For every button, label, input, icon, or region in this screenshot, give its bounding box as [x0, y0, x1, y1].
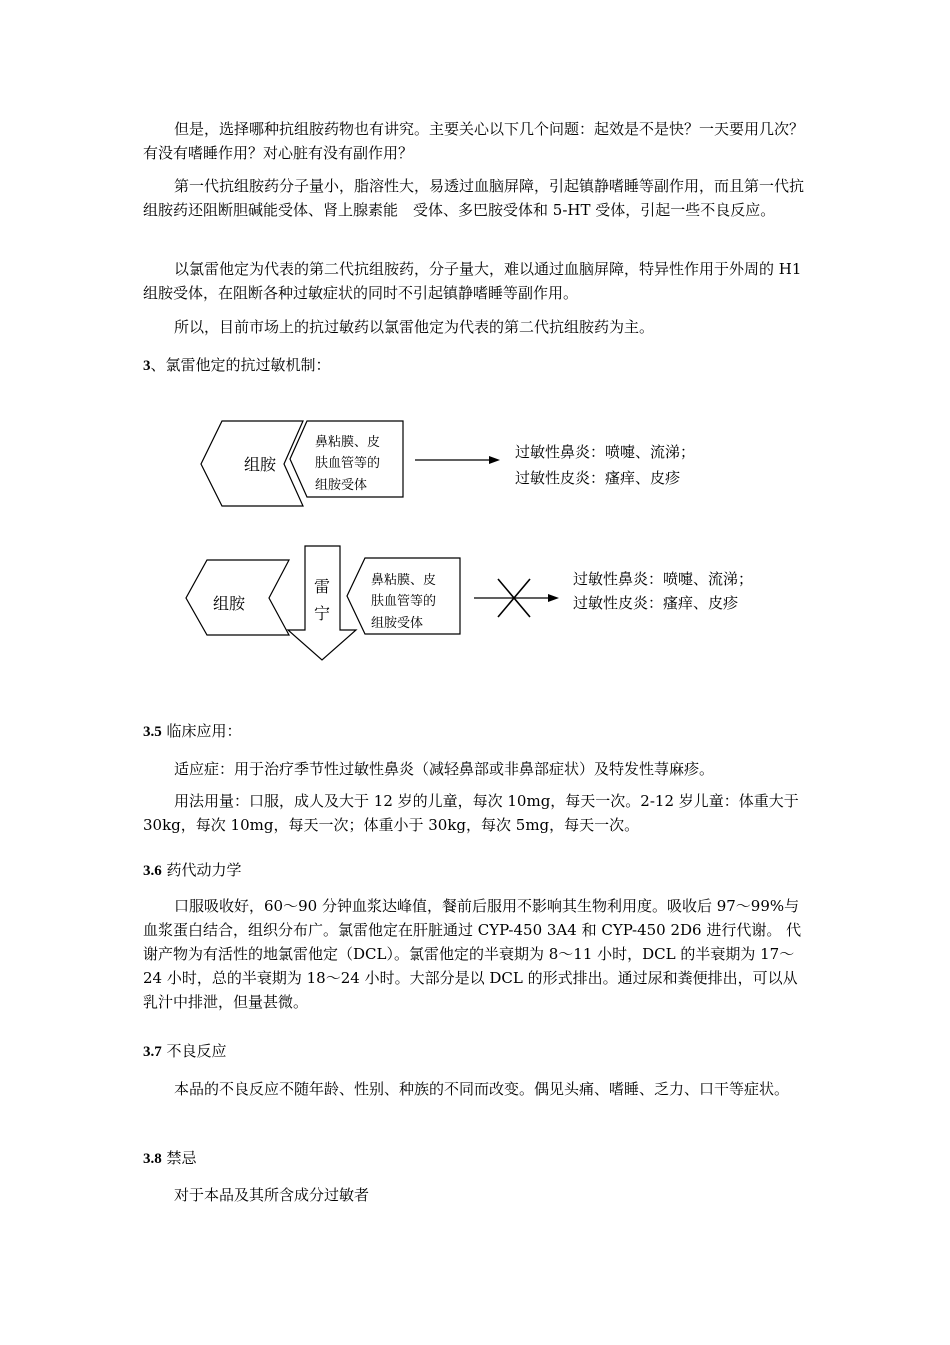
effect-label: 过敏性皮炎：瘙痒、皮疹 [515, 469, 681, 487]
paragraph-adverse-reactions [143, 1077, 808, 1101]
section-number: 3.8 [143, 1151, 162, 1167]
section-title: 临床应用： [161, 722, 242, 740]
paragraph-pharmacokinetics [143, 894, 808, 1014]
section-heading-3-7 [143, 1041, 227, 1062]
receptor-label-line: 肤血管等的 [371, 594, 437, 609]
loratadine-blocking-diagram [186, 546, 753, 660]
effect-label: 过敏性鼻炎：喷嚏、流涕； [573, 570, 754, 588]
arrow-head-icon [489, 456, 500, 464]
section-title: 不良反应 [161, 1042, 227, 1060]
paragraph-text: 适应症：用于治疗季节性过敏性鼻炎（减轻鼻部或非鼻部症状）及特发性荨麻疹。 [174, 760, 715, 778]
paragraph-second-generation [143, 257, 808, 305]
paragraph-text: 本品的不良反应不随年龄、性别、种族的不同而改变。偶见头痛、嗜睡、乏力、口干等症状。 [174, 1080, 790, 1098]
receptor-label-line: 肤血管等的 [315, 456, 381, 471]
paragraph-text: 但是，选择哪种抗组胺药物也有讲究。主要关心以下几个问题：起效是不是快？一天要用几次？有没有嗜睡作用？对心脏有没有副作用？ [143, 120, 805, 162]
histamine-label: 组胺 [244, 455, 277, 474]
drug-label-char: 雷 [314, 577, 331, 596]
paragraph-contraindication [143, 1183, 808, 1207]
section-number: 3.6 [143, 863, 162, 879]
histamine-receptor-binding-diagram [201, 421, 695, 506]
section-number: 3.5 [143, 724, 162, 740]
section-heading-3-5 [143, 721, 242, 742]
paragraph-indications [143, 757, 808, 781]
paragraph-text: 以氯雷他定为代表的第二代抗组胺药，分子量大，难以通过血脑屏障，特异性作用于外周的 H1 组胺受体，在阻断各种过敏症状的同时不引起镇静嗜睡等副作用。 [143, 260, 802, 302]
receptor-label-line: 组胺受体 [371, 616, 424, 631]
paragraph-market [143, 315, 808, 339]
mechanism-diagram [0, 400, 950, 680]
section-heading-3-8 [143, 1148, 197, 1169]
effect-label: 过敏性鼻炎：喷嚏、流涕； [515, 443, 696, 461]
receptor-label-line: 鼻粘膜、皮 [315, 435, 381, 450]
drug-label-char: 宁 [314, 604, 331, 623]
paragraph-text: 用法用量：口服，成人及大于 12 岁的儿童，每次 10mg，每天一次。2-12 岁儿童：体重大于 30kg，每次 10mg，每天一次；体重小于 30kg，每次 5mg，每天一次。 [143, 792, 799, 834]
section-number: 3.7 [143, 1044, 162, 1060]
paragraph-text: 口服吸收好，60～90 分钟血浆达峰值，餐前后服用不影响其生物利用度。吸收后 97～99%与血浆蛋白结合，组织分布广。氯雷他定在肝脏通过 CYP-450 3A4 和 CYP-450 2D6 进行代谢。 代谢产物为有活性的地氯雷他定（DCL）。氯雷他定的半衰期为 8～11 小时，DCL 的半衰期为 17～24 小时，总的半衰期为 18～24 小时。大部分是以 DCL 的形式排出。通过尿和粪便排出，可以从乳汁中排泄，但量甚微。 [143, 897, 802, 1011]
histamine-label: 组胺 [213, 594, 246, 613]
receptor-label-line: 组胺受体 [315, 478, 368, 493]
paragraph-text: 所以，目前市场上的抗过敏药以氯雷他定为代表的第二代抗组胺药为主。 [174, 318, 655, 336]
paragraph-first-generation [143, 174, 808, 222]
paragraph-dosage [143, 789, 808, 837]
drug-down-arrow-shape [288, 546, 356, 660]
section-title: 、氯雷他定的抗过敏机制： [150, 356, 331, 374]
arrow-head-icon [548, 594, 559, 602]
section-heading-3 [143, 355, 331, 376]
paragraph-text: 对于本品及其所含成分过敏者 [174, 1186, 370, 1204]
effect-label: 过敏性皮炎：瘙痒、皮疹 [573, 594, 739, 612]
paragraph-text: 第一代抗组胺药分子量小，脂溶性大，易透过血脑屏障，引起镇静嗜睡等副作用，而且第一代抗组胺药还阻断胆碱能受体、肾上腺素能 受体、多巴胺受体和 5-HT 受体，引起一些不良反应。 [143, 177, 805, 219]
section-title: 禁忌 [161, 1149, 197, 1167]
section-number: 3 [143, 358, 151, 374]
receptor-label-line: 鼻粘膜、皮 [371, 573, 437, 588]
paragraph-antihistamine-choice [143, 117, 808, 165]
section-heading-3-6 [143, 860, 242, 881]
section-title: 药代动力学 [161, 861, 242, 879]
